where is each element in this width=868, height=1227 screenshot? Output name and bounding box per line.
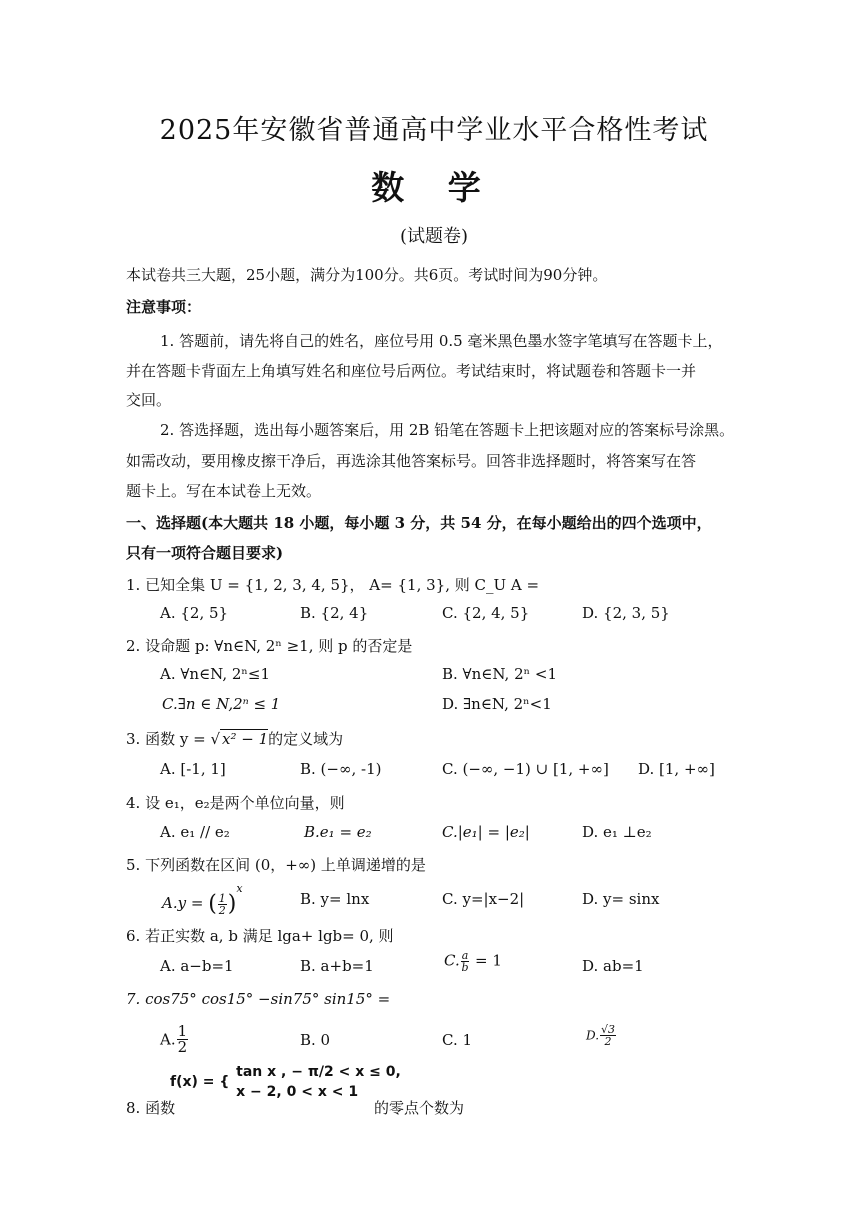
question-2-option-a: A. ∀n∈N, 2ⁿ≤1: [160, 665, 271, 683]
question-3-radicand: x² − 1: [222, 730, 269, 748]
question-3-option-a: A. [-1, 1]: [160, 760, 226, 778]
piecewise-cases: [236, 1062, 401, 1102]
notice-item-2-line-2: 如需改动，要用橡皮擦干净后，再选涂其他答案标号。回答非选择题时，将答案写在答: [126, 452, 697, 470]
question-5-option-b: B. y= lnx: [300, 890, 370, 908]
question-1-option-c: C. {2, 4, 5}: [442, 604, 530, 622]
question-5-option-a-prefix: A.y =: [162, 894, 209, 912]
question-5-stem: 5. 下列函数在区间 (0，+∞) 上单调递增的是: [126, 856, 426, 874]
fraction-denominator: b: [461, 961, 469, 974]
question-2-option-c: C.∃n ∈ N,2ⁿ ≤ 1: [162, 695, 281, 713]
fraction-numerator: a: [461, 949, 469, 962]
subject-title: 数 学: [371, 168, 497, 207]
question-2-option-b: B. ∀n∈N, 2ⁿ <1: [442, 665, 557, 683]
question-1-option-a: A. {2, 5}: [160, 604, 229, 622]
question-6-option-c-suffix: = 1: [470, 951, 502, 970]
question-8-stem-suffix: 的零点个数为: [374, 1099, 465, 1117]
question-3-stem: [126, 728, 343, 749]
question-7-option-d-prefix: D.: [586, 1028, 600, 1043]
question-3-option-b: B. (−∞, -1): [300, 760, 382, 778]
fraction-one-half: [218, 893, 227, 916]
section-heading-line-1: 一、选择题(本大题共 18 小题，每小题 3 分，共 54 分，在每小题给出的四个选项中，: [126, 514, 712, 532]
question-7-option-c: C. 1: [442, 1031, 473, 1049]
notice-item-2-line-3: 题卡上。写在本试卷上无效。: [126, 482, 322, 500]
notice-heading: 注意事项：: [126, 298, 202, 316]
question-7-option-d: [586, 1024, 617, 1047]
question-4-option-c: C.|e₁| = |e₂|: [442, 823, 530, 841]
question-3-stem-suffix: 的定义域为: [268, 730, 344, 748]
notice-item-1-line-2: 并在答题卡背面左上角填写姓名和座位号后两位。考试结束时，将试题卷和答题卡一并: [126, 362, 697, 380]
question-6-stem: 6. 若正实数 a, b 满足 lga+ lgb= 0, 则: [126, 927, 394, 945]
notice-item-1-line-1: 1. 答题前，请先将自己的姓名，座位号用 0.5 毫米黑色墨水签字笔填写在答题卡上，: [160, 332, 723, 350]
notice-item-1-line-3: 交回。: [126, 391, 172, 409]
question-7-option-a: [160, 1024, 189, 1055]
question-4-option-d: D. e₁ ⊥e₂: [582, 823, 652, 841]
exam-title: 2025年安徽省普通高中学业水平合格性考试: [159, 115, 709, 146]
question-5-option-c: C. y=|x−2|: [442, 890, 525, 908]
paper-type: (试题卷): [399, 226, 469, 247]
piecewise-case-1: tan x , − π/2 < x ≤ 0,: [236, 1064, 401, 1080]
question-8-piecewise: [170, 1062, 401, 1102]
fraction-root3-over-2: [600, 1024, 616, 1047]
question-4-option-b: B.e₁ = e₂: [304, 823, 372, 841]
question-1-stem: 1. 已知全集 U = {1, 2, 3, 4, 5}， A= {1, 3}, 则 C_U A =: [126, 576, 540, 594]
fraction-denominator: 2: [604, 1035, 612, 1048]
question-4-option-a: A. e₁ // e₂: [160, 823, 230, 841]
question-7-option-b: B. 0: [300, 1031, 331, 1049]
fraction-a-over-b: [461, 950, 470, 973]
fraction-numerator: √3: [601, 1023, 616, 1036]
fraction-denominator: 2: [177, 1038, 188, 1056]
fraction-numerator: 1: [218, 891, 226, 905]
question-5-option-a: [162, 882, 243, 917]
paren-left: (: [208, 891, 217, 917]
question-3-option-d: D. [1, +∞]: [638, 760, 715, 778]
question-3-stem-prefix: 3. 函数 y =: [126, 730, 211, 748]
fraction-numerator: 1: [177, 1022, 188, 1040]
question-2-stem: 2. 设命题 p: ∀n∈N, 2ⁿ ≥1, 则 p 的否定是: [126, 637, 413, 655]
question-2-option-d: D. ∃n∈N, 2ⁿ<1: [442, 695, 552, 713]
question-6-option-c: [444, 950, 502, 973]
question-4-stem: 4. 设 e₁，e₂是两个单位向量，则: [126, 794, 345, 812]
question-8-stem-prefix: 8. 函数: [126, 1099, 176, 1117]
question-6-option-c-prefix: C.: [444, 951, 460, 970]
question-6-option-a: A. a−b=1: [160, 957, 234, 975]
paren-right: ): [227, 891, 237, 917]
question-5-option-d: D. y= sinx: [582, 890, 660, 908]
section-heading-line-2: 只有一项符合题目要求): [126, 544, 284, 562]
question-1-option-b: B. {2, 4}: [300, 604, 369, 622]
question-6-option-d: D. ab=1: [582, 957, 644, 975]
question-3-option-c: C. (−∞, −1) ∪ [1, +∞]: [442, 760, 609, 778]
question-7-stem: 7. cos75° cos15° −sin75° sin15° =: [126, 990, 391, 1008]
fraction-denominator: 2: [218, 903, 226, 917]
intro-text: 本试卷共三大题，25小题，满分为100分。共6页。考试时间为90分钟。: [126, 266, 608, 284]
piecewise-case-2: x − 2, 0 < x < 1: [236, 1084, 359, 1100]
notice-item-2-line-1: 2. 答选择题，选出每小题答案后，用 2B 铅笔在答题卡上把该题对应的答案标号涂黑。: [160, 421, 735, 439]
fraction-one-half: [177, 1024, 189, 1055]
sqrt-sign: √: [210, 730, 220, 748]
question-1-option-d: D. {2, 3, 5}: [582, 604, 670, 622]
question-7-option-a-prefix: A.: [160, 1030, 176, 1049]
exponent: x: [236, 882, 243, 895]
piecewise-lhs: f(x) = {: [170, 1074, 230, 1090]
question-6-option-b: B. a+b=1: [300, 957, 374, 975]
